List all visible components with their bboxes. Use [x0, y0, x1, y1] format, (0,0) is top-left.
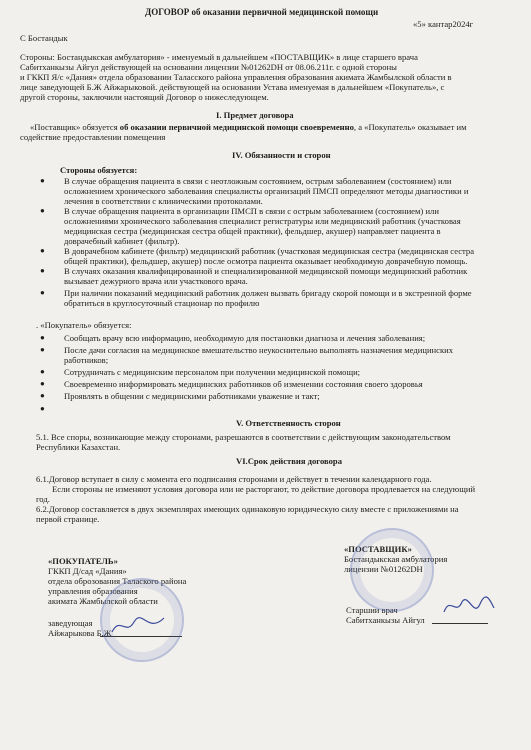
section-5-title: V. Ответственность сторон: [236, 418, 341, 428]
bullet-icon: ●: [40, 176, 45, 185]
obligation-1-line-1: В случае обращения пациента в связи с неотложным состоянием, острым заболеванием (состоянием) или: [64, 176, 452, 186]
buyer-line-5: заведующая: [48, 618, 93, 628]
buyer-line-2: отдела оброзования Талаского района: [48, 576, 187, 586]
supplier-signature-line: [432, 623, 488, 624]
document-title-bold: ДОГОВОР: [145, 7, 190, 17]
document-place: С Бостандык: [20, 33, 68, 43]
bullet-icon: ●: [40, 391, 45, 400]
section-5-line-2: Республики Казахстан.: [36, 442, 121, 452]
parties-line-1: Стороны: Бостандыкская амбулатория» - именуемый в дальнейшем «ПОСТАВЩИК» в лице старшего врача: [20, 52, 418, 62]
bullet-icon: ●: [40, 246, 45, 255]
buyer-obligation-2-line-1: После дачи согласия на медицинское вмешательство неукоснительно выполнять назначения медицинских: [64, 345, 454, 355]
bullet-icon: ●: [40, 266, 45, 275]
buyer-obligation-4: Своевременно информировать медицинских работников об изменении состояния своего здоровья: [64, 379, 423, 389]
section-1-line-1-bold: об оказании первичной медицинской помощи своевременно: [119, 122, 354, 132]
bullet-icon: ●: [40, 379, 45, 388]
buyer-heading: «ПОКУПАТЕЛЬ»: [48, 556, 118, 566]
obligation-2-line-2: осложнениями хронического заболевания специалист регистратуры или медицинский работник (участковая: [64, 216, 461, 226]
bullet-icon: ●: [40, 333, 45, 342]
obligation-4-line-2: вызывает дежурного врача или участкового врача.: [64, 276, 248, 286]
obligation-4-line-1: В случаях оказания квалифицированной и специализированной медицинской помощи медицинский работник: [64, 266, 468, 276]
section-1-line-1-post: , а «Покупатель» оказывает им: [353, 122, 467, 132]
supplier-line-3: Старшии врач: [346, 605, 398, 615]
supplier-line-2: лицензии №01262DH: [344, 564, 423, 574]
parties-line-4: лице заведующей Б.Ж Айжарыковой. действующей на основании Устава именуемая в дальнейшем «Покупатель», с: [20, 82, 445, 92]
parties-line-5: другой стороны, заключили настоящий Договор о нижеследующем.: [20, 92, 269, 102]
section-1-line-2: содействие предоставлении помещения: [20, 132, 166, 142]
supplier-line-4: Сабитханкызы Айгул: [346, 615, 425, 625]
buyer-obligations-intro: . «Покупатель» обязуется:: [36, 320, 132, 330]
supplier-line-1: Бостандыкская амбулатория: [344, 554, 448, 564]
section-1-title: I. Предмет договора: [216, 110, 294, 120]
obligation-3-line-2: общей практики), фельдшер, акушер) после осмотра пациента оказывает необходимую доврачебную помощь.: [64, 256, 468, 266]
obligation-2-line-1: В случае обращения пациента в организации ПМСП в связи с острым заболеванием (состоянием) или: [64, 206, 439, 216]
bullet-icon: ●: [40, 404, 45, 413]
obligation-1-line-3: лечения в соответствии с клиническими протоколами.: [64, 196, 263, 206]
supplier-signature-icon: [440, 594, 496, 620]
obligation-2-line-3: медицинская сестра (медицинская сестра общей практики), фельдшер, акушер) направляет пациента в: [64, 226, 441, 236]
document-title: [145, 7, 378, 17]
obligation-5-line-1: При наличии показаний медицинский работник должен вызвать бригаду скорой помощи и в экстренной форме: [64, 288, 472, 298]
supplier-stamp-icon: [350, 528, 434, 612]
obligation-5-line-2: обратиться в круглосуточный стационар по профилю: [64, 298, 260, 308]
buyer-line-4: акимата Жамбылской области: [48, 596, 158, 606]
obligation-2-line-4: доврачебный кабинет (фильтр).: [64, 236, 180, 246]
bullet-icon: ●: [40, 345, 45, 354]
parties-line-2: Сабитханкызы Айгул действующей на основании лицензии №01262DH от 08.06.211г. с одной стороны: [20, 62, 397, 72]
section-6-line-1: 6.1.Договор вступает в силу с момента его подписания сторонами и действует в течении календарного года.: [36, 474, 432, 484]
buyer-signature-icon: [108, 612, 168, 638]
buyer-obligation-1: Сообщать врачу всю информацию, необходимую для постановки диагноза и лечения заболевания;: [64, 333, 426, 343]
document-date: «5» кантар2024г: [413, 19, 474, 29]
section-6-title: VI.Срок действия договора: [236, 456, 342, 466]
bullet-icon: ●: [40, 206, 45, 215]
buyer-obligation-2-line-2: работников;: [64, 355, 109, 365]
section-5-line-1: 5.1. Все споры, возникающие между сторонами, разрешаются в соответствии с действующим законодательством: [36, 432, 451, 442]
section-6-line-2: Если стороны не изменяют условия договора или не расторгают, то действие договора продлевается на следующий: [52, 484, 476, 494]
bullet-icon: ●: [40, 367, 45, 376]
section-1-line-1-pre: «Поставщик» обязуется: [30, 122, 120, 132]
obligation-3-line-1: В доврачебном кабинете (фильтр) медицинский работник (участковая медицинская сестра (медицинская сестра: [64, 246, 475, 256]
section-1-line-1: [30, 122, 467, 132]
section-6-line-4: 6.2.Договор составляется в двух экземплярах имеющих одинаковую юридическую силу вместе с приложениями на: [36, 504, 459, 514]
parties-line-3: и ГККП Я/с «Дания» отдела образовании Таласского района управления образования акимата Жамбылской области в: [20, 72, 452, 82]
buyer-obligation-3: Сотрудничать с медицинским персоналом при получении медицинской помощи;: [64, 367, 361, 377]
document-title-rest: об оказании первичной медицинской помощи: [189, 7, 379, 17]
buyer-line-6: Айжарыкова Б.Ж: [48, 628, 112, 638]
buyer-line-3: управления образования: [48, 586, 138, 596]
section-4-subtitle: Стороны обязуется:: [60, 165, 138, 175]
section-6-line-5: первой странице.: [36, 514, 100, 524]
bullet-icon: ●: [40, 288, 45, 297]
buyer-obligation-5: Проявлять в общении с медицинскими работниками уважение и такт;: [64, 391, 320, 401]
section-6-line-3: год.: [36, 494, 50, 504]
supplier-heading: «ПОСТАВЩИК»: [344, 544, 412, 554]
obligation-1-line-2: осложнением хронического заболевания специалисты организаций ПМСП определяют методы диагностики и: [64, 186, 469, 196]
buyer-line-1: ГККП Д/сад «Дания»: [48, 566, 127, 576]
section-4-title: IV. Обязанности и сторон: [232, 150, 331, 160]
